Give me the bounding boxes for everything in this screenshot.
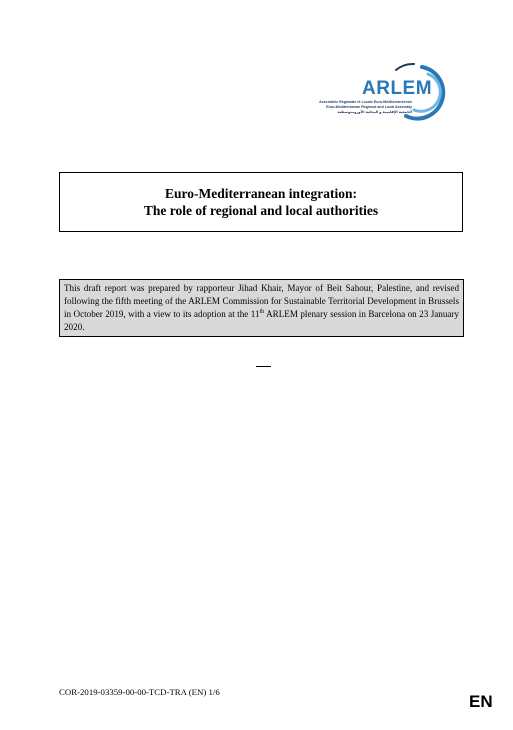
arlem-logo <box>310 58 460 126</box>
note-text-part-1: This draft report was prepared by rapporteur Jihad Khair, Mayor of Beit Sahour, Palestine, and revised following the fifth meeting of the ARLEM Commission for Sustainable Territorial Development in Brussels in October 2019, with a view to its adoption at the 11 <box>64 283 459 319</box>
note-text-part-2: ARLEM plenary session in Barcelona on 23 January 2020. <box>64 309 459 332</box>
document-title-line-1: Euro-Mediterranean integration: <box>164 186 358 201</box>
draft-report-note <box>59 279 464 337</box>
logo-line-en: Euro-Mediterranean Regional and Local Assembly <box>326 105 412 109</box>
language-code: EN <box>469 692 493 711</box>
note-superscript: th <box>259 308 265 315</box>
document-reference: COR-2019-03359-00-00-TCD-TRA (EN) 1/6 <box>59 687 220 697</box>
logo-wordmark: ARLEM <box>362 78 433 99</box>
document-title-box <box>59 172 463 232</box>
separator-line <box>256 366 271 367</box>
logo-line-ar: الجمعية الإقليمية و المحلية الأورومتوسطية <box>337 110 412 114</box>
logo-line-fr: Assemblée Régionale et Locale Euro-Méditerranéenne <box>319 100 412 104</box>
document-title-line-2: The role of regional and local authorities <box>143 203 379 218</box>
logo-caption <box>312 100 412 115</box>
